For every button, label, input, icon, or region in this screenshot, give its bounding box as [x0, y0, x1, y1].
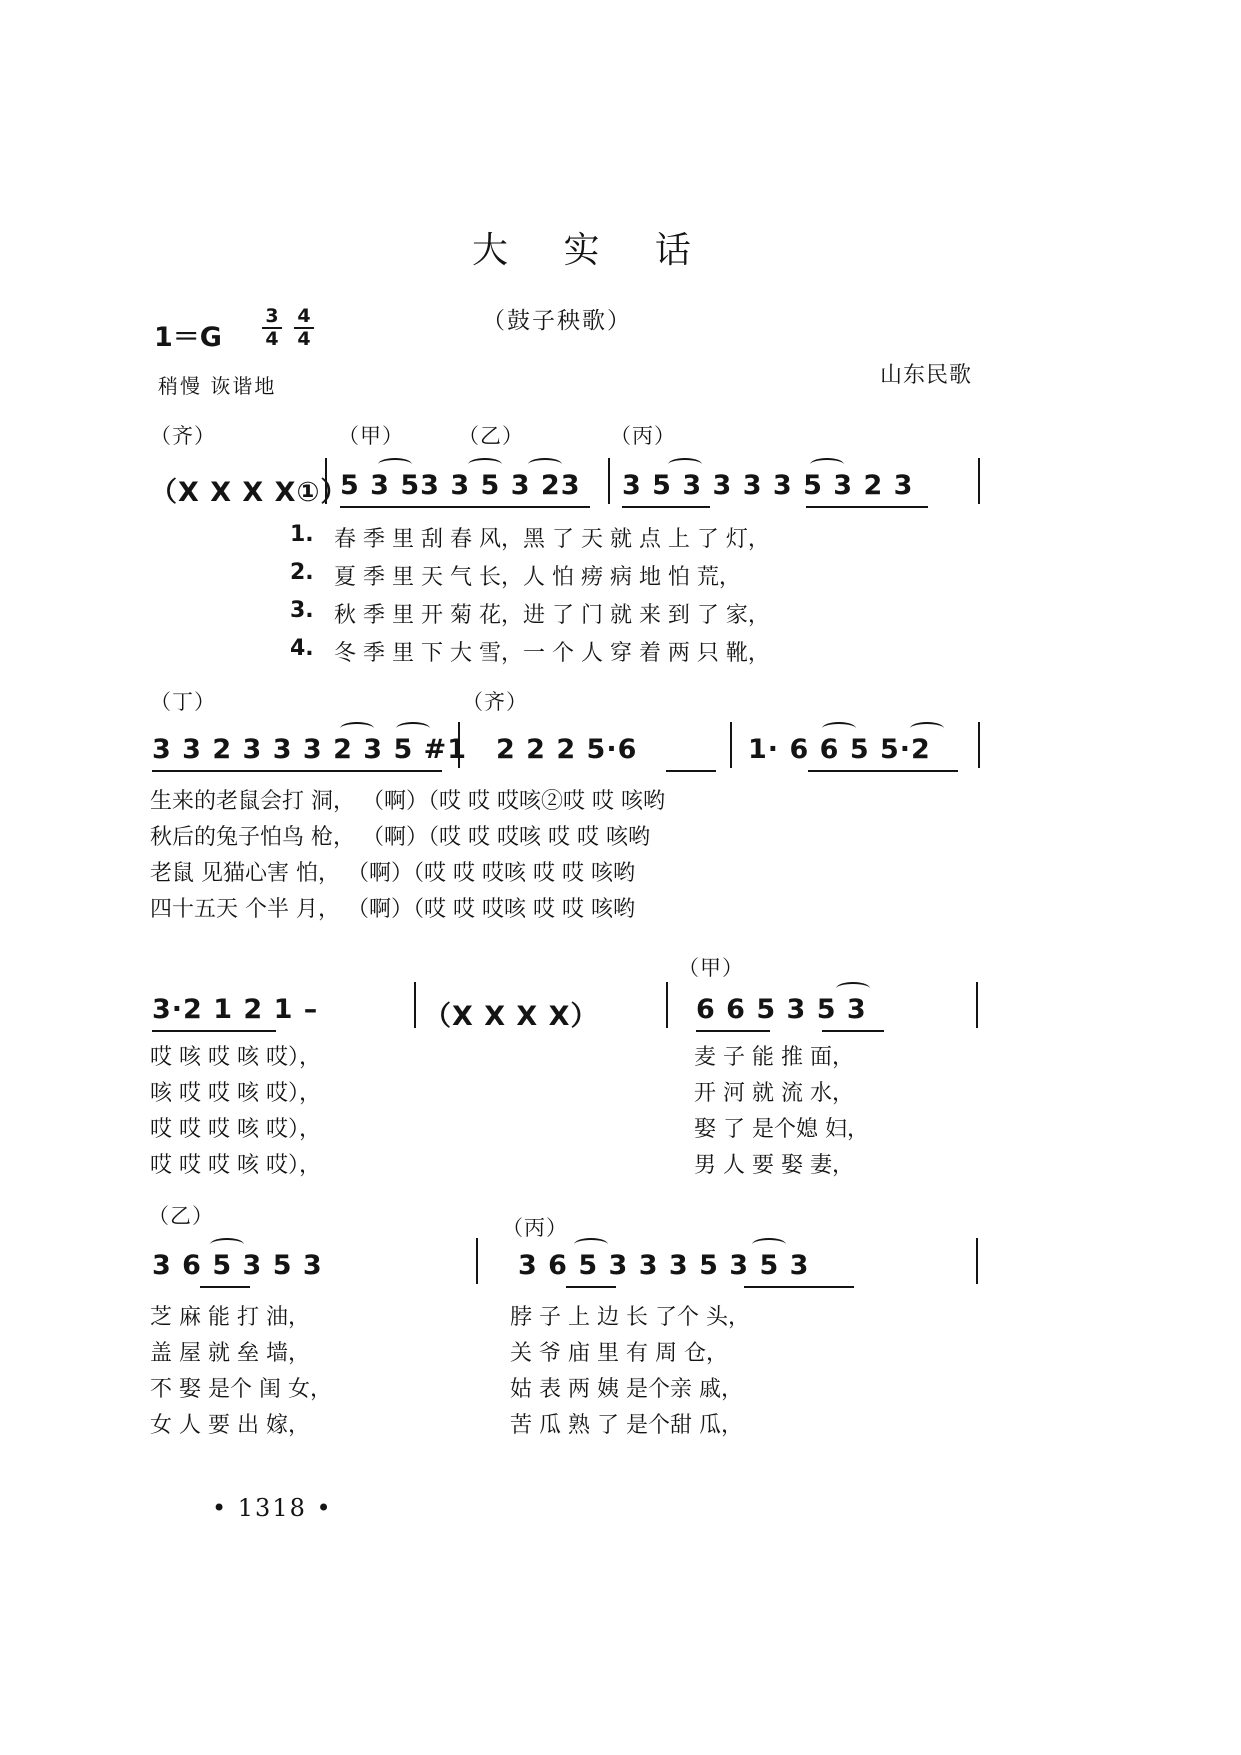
notation-measure: 6 6 5 3 5 3 [696, 994, 867, 1025]
bar-line [730, 722, 732, 768]
slur-mark [528, 458, 562, 471]
lyric-line: 不 娶 是个 闺 女， [150, 1377, 332, 1402]
slur-mark [396, 722, 430, 735]
beam-underline [566, 1286, 616, 1288]
beam-underline [152, 1030, 276, 1032]
time-sig-top: 3 [265, 305, 279, 327]
lyric-line: 开 河 就 流 水， [694, 1081, 854, 1106]
lyric-line: 哎 哎 哎 咳 哎）， [150, 1153, 321, 1178]
bar-line [976, 1238, 978, 1284]
notation-measure: 3·2 1 2 1 – [152, 994, 319, 1025]
bar-line [978, 458, 980, 504]
notation-measure: 1· 6 6 5 5·2 [748, 734, 931, 765]
slur-mark [810, 458, 844, 471]
bar-line [666, 982, 668, 1028]
lyric-line: 盖 屋 就 垒 墙， [150, 1341, 310, 1366]
lyric-line: 麦 子 能 推 面， [694, 1045, 854, 1070]
time-signature-4-4 [294, 306, 314, 350]
part-label: （甲） [678, 956, 744, 980]
beam-underline [622, 506, 710, 508]
lyric-line: 秋 季 里 开 菊 花，进 了 门 就 来 到 了 家， [334, 603, 770, 628]
notation-measure: 3 3 2 3 3 3 2 3 5 #1 [152, 734, 468, 765]
slur-mark [210, 1238, 244, 1251]
slur-mark [836, 982, 870, 995]
part-label: （乙） [148, 1204, 214, 1228]
notation-measure: 3 5 3 3 3 3 5 3 2 3 [622, 470, 914, 501]
beam-underline [744, 1286, 854, 1288]
lyric-line: 姑 表 两 姨 是个亲 戚， [510, 1377, 743, 1402]
beam-underline [152, 770, 442, 772]
slur-mark [378, 458, 412, 471]
part-label: （甲） [338, 424, 404, 448]
bar-line [458, 722, 460, 768]
beam-underline [340, 506, 590, 508]
notation-measure: 2 2 2 5·6 [496, 734, 638, 765]
song-title: 大 实 话 [472, 230, 713, 271]
part-label: （齐） [462, 690, 528, 714]
part-label: （丁） [150, 690, 216, 714]
slur-mark [574, 1238, 608, 1251]
time-signature-3-4 [262, 306, 282, 350]
lyric-line: 关 爷 庙 里 有 周 仓， [510, 1341, 728, 1366]
part-label: （乙） [458, 424, 524, 448]
lyric-line: 男 人 要 娶 妻， [694, 1153, 854, 1178]
lyric-line: 娶 了 是个媳 妇， [694, 1117, 869, 1142]
time-sig-bottom: 4 [265, 328, 279, 350]
beam-underline [822, 1030, 884, 1032]
notation-measure: （X X X X） [424, 1001, 599, 1032]
beam-underline [696, 1030, 770, 1032]
bar-line [608, 458, 610, 504]
lyric-line: 春 季 里 刮 春 风，黑 了 天 就 点 上 了 灯， [334, 527, 770, 552]
tempo-marking: 稍慢 诙谐地 [158, 374, 277, 398]
page-number: • 1318 • [212, 1494, 333, 1522]
part-label: （丙） [610, 424, 676, 448]
lyric-line: 秋后的兔子怕鸟 枪， （啊）（哎 哎 哎咳 哎 哎 咳哟 [150, 825, 650, 850]
slur-mark [668, 458, 702, 471]
lyric-line: 脖 子 上 边 长 了个 头， [510, 1305, 750, 1330]
time-sig-bottom: 4 [297, 328, 311, 350]
notation-measure: 5 3 53 3 5 3 23 [340, 470, 581, 501]
lyric-line: 咳 哎 哎 咳 哎）， [150, 1081, 321, 1106]
verse-number: 3. [290, 598, 314, 623]
part-label: （齐） [150, 424, 216, 448]
song-subtitle: （鼓子秧歌） [482, 308, 632, 334]
bar-line [325, 458, 327, 504]
slur-mark [822, 722, 856, 735]
lyric-line: 芝 麻 能 打 油， [150, 1305, 310, 1330]
lyric-line: 冬 季 里 下 大 雪，一 个 人 穿 着 两 只 靴， [334, 641, 770, 666]
verse-number: 1. [290, 522, 314, 547]
bar-line [414, 982, 416, 1028]
beam-underline [200, 1286, 250, 1288]
beam-underline [808, 770, 958, 772]
notation-measure: 3 6 5 3 3 3 5 3 5 3 [518, 1250, 810, 1281]
lyric-line: 夏 季 里 天 气 长，人 怕 痨 病 地 怕 荒， [334, 565, 741, 590]
lyric-line: 女 人 要 出 嫁， [150, 1413, 310, 1438]
lyric-line: 苦 瓜 熟 了 是个甜 瓜， [510, 1413, 743, 1438]
song-origin: 山东民歌 [880, 363, 973, 388]
lyric-line: 老鼠 见猫心害 怕， （啊）（哎 哎 哎咳 哎 哎 咳哟 [150, 861, 635, 886]
slur-mark [340, 722, 374, 735]
verse-number: 4. [290, 636, 314, 661]
bar-line [976, 982, 978, 1028]
part-label: （丙） [502, 1216, 568, 1240]
lyric-line: 哎 哎 哎 咳 哎）， [150, 1117, 321, 1142]
time-sig-top: 4 [297, 305, 311, 327]
beam-underline [806, 506, 928, 508]
lyric-line: 生来的老鼠会打 洞， （啊）（哎 哎 哎咳②哎 哎 咳哟 [150, 789, 665, 814]
notation-measure: 3 6 5 3 5 3 [152, 1250, 323, 1281]
lyric-line: 四十五天 个半 月， （啊）（哎 哎 哎咳 哎 哎 咳哟 [150, 897, 635, 922]
slur-mark [468, 458, 502, 471]
notation-measure: （X X X X①） [150, 477, 349, 508]
key-signature: 1＝G [154, 322, 222, 353]
lyric-line: 哎 咳 哎 咳 哎）， [150, 1045, 321, 1070]
bar-line [476, 1238, 478, 1284]
beam-underline [666, 770, 716, 772]
slur-mark [910, 722, 944, 735]
bar-line [978, 722, 980, 768]
verse-number: 2. [290, 560, 314, 585]
slur-mark [752, 1238, 786, 1251]
